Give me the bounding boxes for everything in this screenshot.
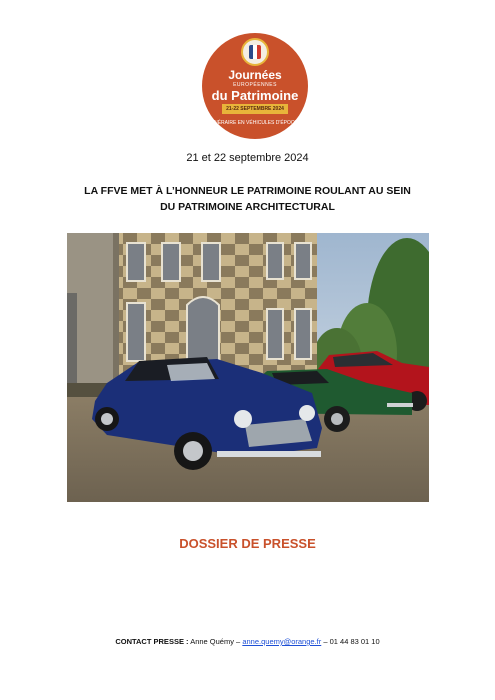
logo-line-1: Journées	[228, 68, 282, 82]
classic-cars-chateau-photo	[67, 233, 429, 502]
flag-emblem-icon	[241, 38, 269, 66]
logo-subtitle: ITINÉRAIRE EN VÉHICULES D'ÉPOQUE	[208, 120, 302, 126]
event-date: 21 et 22 septembre 2024	[186, 152, 309, 164]
logo-dates: 21-22 SEPTEMBRE 2024	[222, 104, 288, 114]
section-title: DOSSIER DE PRESSE	[179, 536, 316, 551]
event-logo	[202, 33, 308, 139]
contact-email-link[interactable]: anne.quemy@orange.fr	[242, 637, 322, 646]
logo-line-2: EUROPÉENNES	[233, 82, 277, 88]
contact-phone: – 01 44 83 01 10	[323, 637, 380, 646]
logo-line-3: du Patrimoine	[211, 88, 299, 103]
headline: LA FFVE MET À L’HONNEUR LE PATRIMOINE ROULANT AU SEIN DU PATRIMOINE ARCHITECTURAL	[84, 185, 411, 213]
contact-label: CONTACT PRESSE :	[115, 637, 189, 646]
press-contact	[0, 637, 495, 646]
contact-name: Anne Quémy –	[190, 637, 241, 646]
